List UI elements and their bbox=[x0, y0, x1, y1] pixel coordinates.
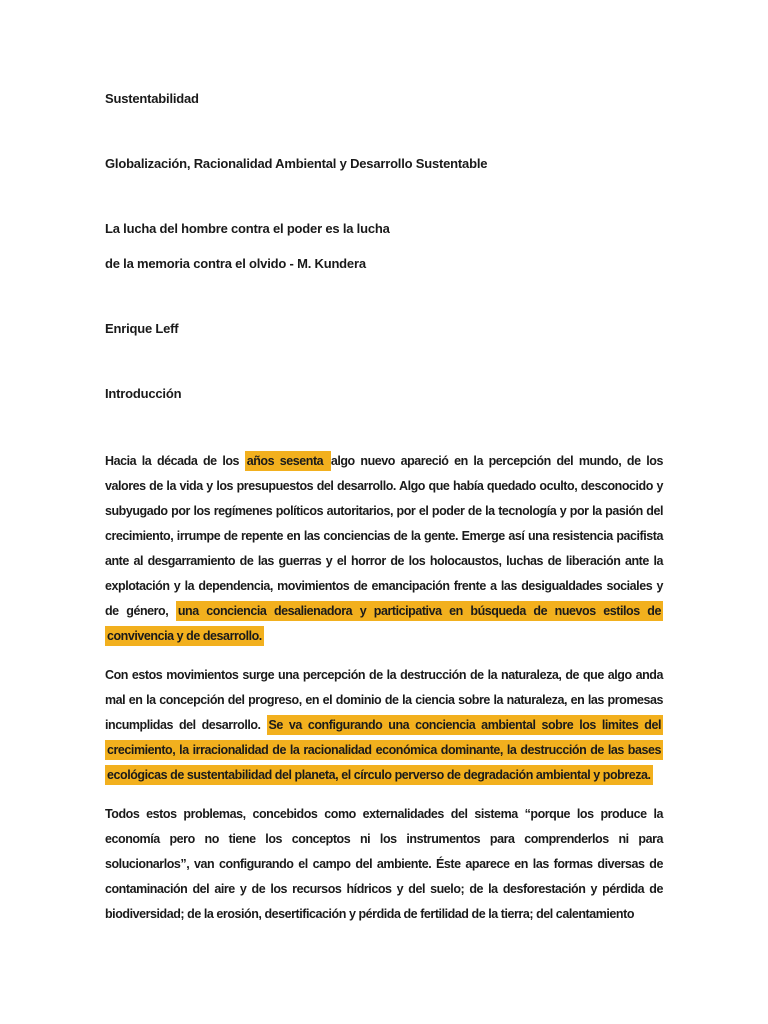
highlighted-text-segment: años sesenta bbox=[245, 451, 331, 471]
paragraph-1 bbox=[105, 449, 663, 649]
author-name: Enrique Leff bbox=[105, 321, 179, 336]
epigraph-line-2: de la memoria contra el olvido - M. Kundera bbox=[105, 256, 366, 271]
text-segment: Hacia la década de los bbox=[105, 454, 245, 468]
text-segment: Todos estos problemas, concebidos como externalidades del sistema “porque los produce la economía pero no tiene los conceptos ni los instrumentos para comprenderlos ni para solucionarlos”, van configurando el campo del ambiente. Éste aparece en las formas diversas de contaminación del aire y de los recursos hídricos y del suelo; de la desforestación y pérdida de biodiversidad; de la erosión, desertificación y pérdida de fertilidad de la tierra; del calentamiento bbox=[105, 807, 663, 921]
paragraph-2 bbox=[105, 663, 663, 788]
doc-subtitle: Globalización, Racionalidad Ambiental y Desarrollo Sustentable bbox=[105, 156, 488, 171]
section-heading-introduccion: Introducción bbox=[105, 386, 182, 401]
epigraph-line-1: La lucha del hombre contra el poder es la lucha bbox=[105, 221, 390, 236]
text-segment: algo nuevo apareció en la percepción del mundo, de los valores de la vida y los presupuestos del desarrollo. Algo que había quedado oculto, desconocido y subyugado por los regímenes políticos autoritarios, por el poder de la tecnología y por la pasión del crecimiento, irrumpe de repente en las conciencias de la gente. Emerge así una resistencia pacifista ante al desgarramiento de las guerras y el horror de los holocaustos, luchas de liberación ante la explotación y la dependencia, movimientos de emancipación frente a las desigualdades sociales y de género, bbox=[105, 454, 663, 618]
highlighted-text-segment: una conciencia desalienadora y participativa en búsqueda de nuevos estilos de convivencia y de desarrollo. bbox=[105, 601, 663, 646]
text-segment: Con estos movimientos surge una percepción de la destrucción de la naturaleza, de que algo anda mal en la concepción del progreso, en el dominio de la ciencia sobre la naturaleza, en las promesas incumplidas del desarrollo. bbox=[105, 668, 663, 732]
doc-title: Sustentabilidad bbox=[105, 91, 199, 106]
highlighted-text-segment: Se va configurando una conciencia ambiental sobre los limites del crecimiento, la irracionalidad de la racionalidad económica dominante, la destrucción de las bases ecológicas de sustentabilidad del planeta, el círculo perverso de degradación ambiental y pobreza. bbox=[105, 715, 663, 785]
paragraph-3 bbox=[105, 802, 663, 927]
body-text-area bbox=[105, 449, 663, 927]
